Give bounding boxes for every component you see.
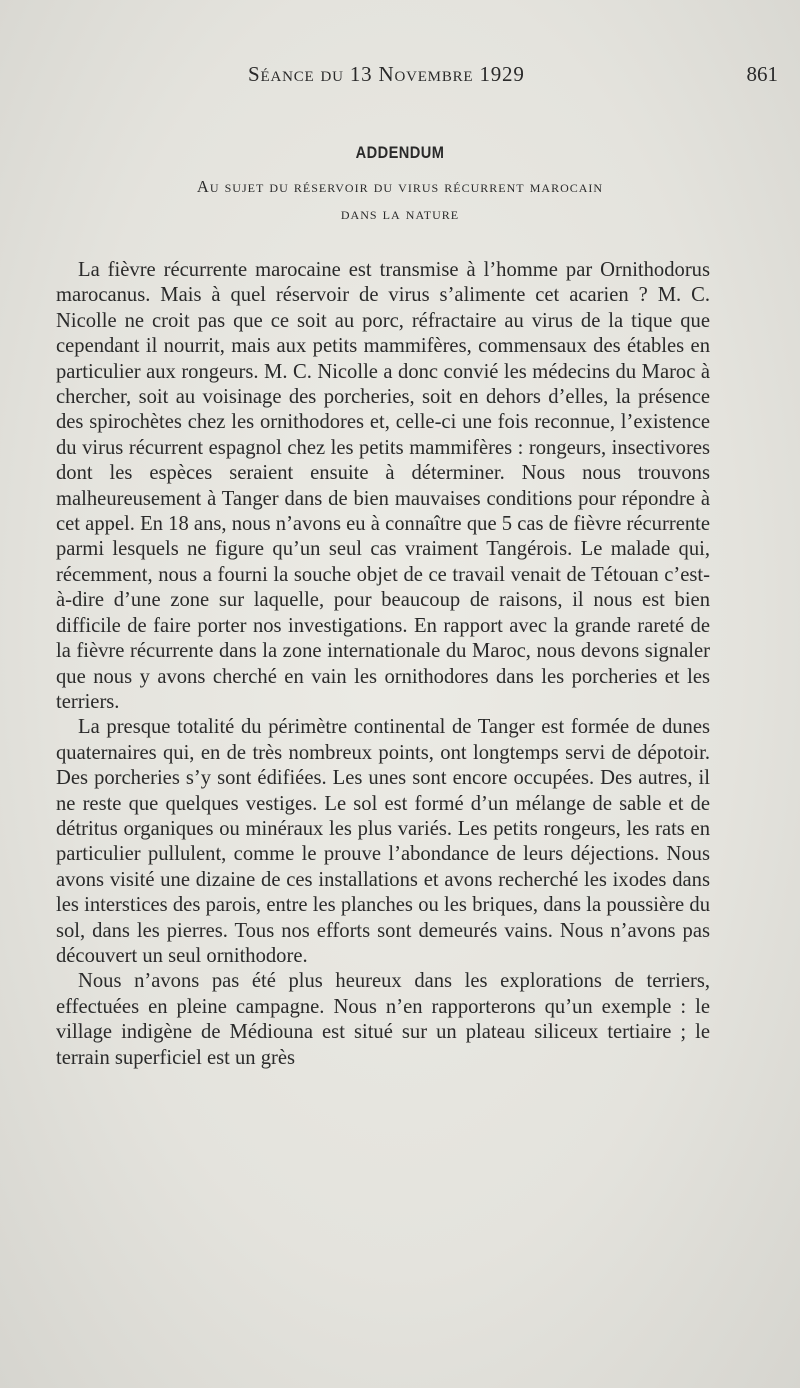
subtitle-line-2: dans la nature <box>340 204 460 223</box>
page-number: 861 <box>746 62 778 86</box>
paragraph-3: Nous n’avons pas été plus heureux dans les explorations de terriers, effectuées en pleine campagne. Nous n’en rapporterons qu’un exemple : le village indigène de Médiouna est situé sur un plateau siliceux tertiaire ; le terrain superficiel est un grès <box>56 970 710 1069</box>
subtitle-line-1: Au sujet du réservoir du virus récurrent marocain <box>196 177 604 196</box>
running-head <box>0 62 800 92</box>
running-title: Séance du 13 Novembre 1929 <box>248 62 525 86</box>
section-heading: ADDENDUM <box>355 143 445 162</box>
paragraph-2: La presque totalité du périmètre continental de Tanger est formée de dunes quaternaires qui, en de très nombreux points, ont longtemps servi de dépotoir. Des porcheries s’y sont édifiées. Les unes sont encore occupées. Des autres, il ne reste que quelques vestiges. Le sol est formé d’un mélange de sable et de détritus organiques ou minéraux les plus variés. Les petits rongeurs, les rats en particulier pullulent, comme le prouve l’abondance de leurs déjections. Nous avons visité une dizaine de ces installations et avons recherché les ixodes dans les interstices des parois, entre les planches ou les briques, dans la poussière du sol, dans les pierres. Tous nos efforts sont demeurés vains. Nous n’avons pas découvert un seul ornithodore. <box>56 716 710 967</box>
paragraph-1: La fièvre récurrente marocaine est transmise à l’homme par Ornithodorus marocanus. Mais à quel réservoir de virus s’alimente cet acarien ? M. C. Nicolle ne croit pas que ce soit au porc, réfractaire au virus de la tique que cependant il nourrit, mais aux petits mammifères, commensaux des étables en particulier aux rongeurs. M. C. Nicolle a donc convié les médecins du Maroc à chercher, soit au voisinage des porcheries, soit en dehors d’elles, la présence des spirochètes chez les ornithodores et, celle-ci une fois reconnue, l’existence du virus récurrent espagnol chez les petits mammifères : rongeurs, insectivores dont les espèces seraient ensuite à déterminer. Nous nous trouvons malheureusement à Tanger dans de bien mauvaises conditions pour répondre à cet appel. En 18 ans, nous n’avons eu à connaître que 5 cas de fièvre récurrente parmi lesquels ne figure qu’un seul cas vraiment Tangérois. Le malade qui, récemment, nous a fourni la souche objet de ce travail venait de Tétouan c’est-à-dire d’une zone sur laquelle, pour beaucoup de raisons, il nous est bien difficile de faire porter nos investigations. En rapport avec la grande rareté de la fièvre récurrente dans la zone internationale du Maroc, nous devons signaler que nous y avons cherché en vain les ornithodores dans les porcheries et les terriers. <box>56 259 710 713</box>
section-subtitle <box>0 173 800 227</box>
body-text <box>56 258 710 1071</box>
